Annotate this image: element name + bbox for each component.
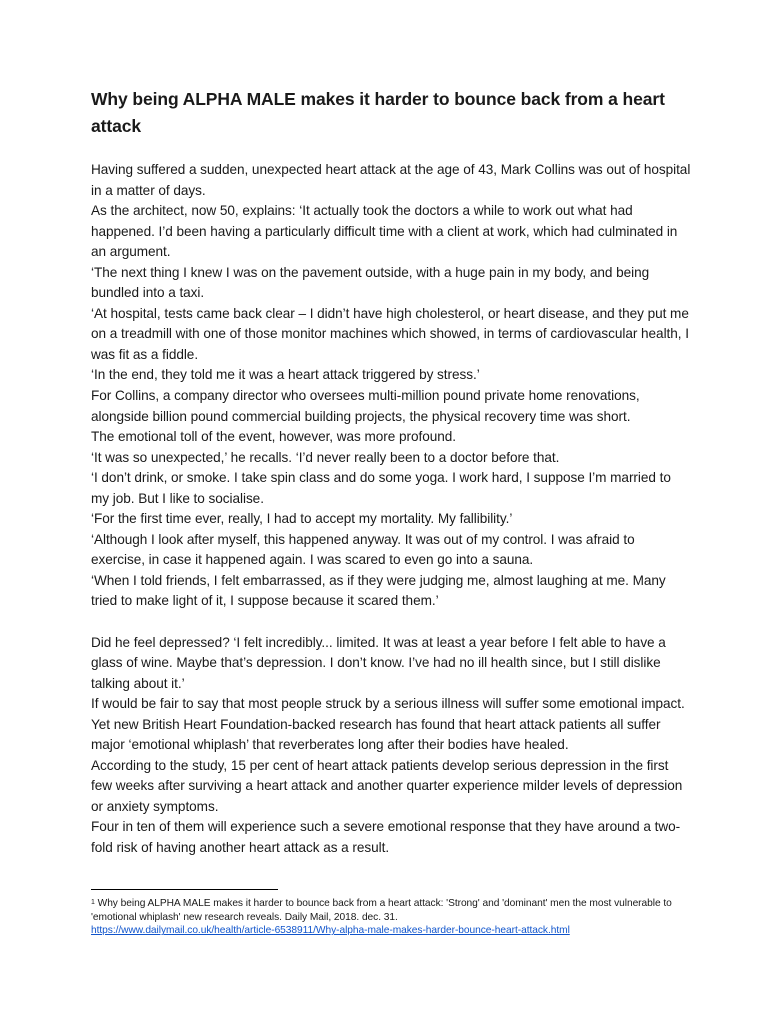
paragraph: ‘Although I look after myself, this happened anyway. It was out of my control. I was afraid to exercise, in case it happened again. I was scared to even go into a sauna. — [91, 531, 635, 568]
paragraph: ‘I don’t drink, or smoke. I take spin class and do some yoga. I work hard, I suppose I’m married to my job. But I like to socialise. — [91, 470, 671, 506]
article-body — [91, 160, 691, 859]
paragraph: According to the study, 15 per cent of heart attack patients develop serious depression in the first few weeks after surviving a heart attack and another quarter experience milder levels of depression or anxiety symptoms. — [91, 757, 683, 814]
paragraph: Having suffered a sudden, unexpected heart attack at the age of 43, Mark Collins was out of hospital in a matter of days. — [91, 162, 691, 198]
article-title: Why being ALPHA MALE makes it harder to bounce back from a heart attack — [91, 89, 665, 136]
footnote-text: Why being ALPHA MALE makes it harder to bounce back from a heart attack: 'Strong' and 'dominant' men the most vulnerable to 'emotional whiplash' new research reveals. Daily Mail, 2018. dec. 31. — [91, 898, 672, 923]
footnote-separator — [91, 889, 278, 890]
footnote — [91, 897, 691, 938]
paragraph-gap — [91, 612, 691, 633]
paragraph: As the architect, now 50, explains: ‘It actually took the doctors a while to work out what had happened. I’d been having a particularly difficult time with a client at work, which had culminated in an argument. — [91, 203, 678, 260]
footnote-marker: 1 — [91, 899, 95, 906]
footnote-link[interactable]: https://www.dailymail.co.uk/health/article-6538911/Why-alpha-male-makes-harder-bounce-heart-attack.html — [91, 925, 570, 937]
paragraph: ‘For the first time ever, really, I had to accept my mortality. My fallibility.’ — [91, 511, 513, 527]
paragraph: If would be fair to say that most people struck by a serious illness will suffer some emotional impact. — [91, 696, 685, 712]
paragraph: ‘When I told friends, I felt embarrassed, as if they were judging me, almost laughing at me. Many tried to make light of it, I suppose because it scared them.’ — [91, 572, 666, 609]
paragraph: For Collins, a company director who oversees multi-million pound private home renovations, alongside billion pound commercial building projects, the physical recovery time was short. — [91, 388, 640, 424]
paragraph: ‘At hospital, tests came back clear – I didn’t have high cholesterol, or heart disease, and they put me on a treadmill with one of those monitor machines which showed, in terms of cardiovascular health, I was fit as a fiddle. — [91, 305, 689, 362]
paragraph: ‘In the end, they told me it was a heart attack triggered by stress.’ — [91, 367, 480, 383]
paragraph: ‘It was so unexpected,’ he recalls. ‘I’d never really been to a doctor before that. — [91, 449, 560, 465]
paragraph: Four in ten of them will experience such a severe emotional response that they have around a two-fold risk of having another heart attack as a result. — [91, 819, 681, 855]
paragraph: Yet new British Heart Foundation-backed research has found that heart attack patients all suffer major ‘emotional whiplash’ that reverberates long after their bodies have healed. — [91, 716, 661, 753]
paragraph: The emotional toll of the event, however, was more profound. — [91, 429, 456, 445]
paragraph: Did he feel depressed? ‘I felt incredibly... limited. It was at least a year before I felt able to have a glass of wine. Maybe that’s depression. I don’t know. I’ve had no ill health since, but I still dislike talking about it.’ — [91, 634, 666, 691]
paragraph: ‘The next thing I knew I was on the pavement outside, with a huge pain in my body, and being bundled into a taxi. — [91, 264, 650, 301]
